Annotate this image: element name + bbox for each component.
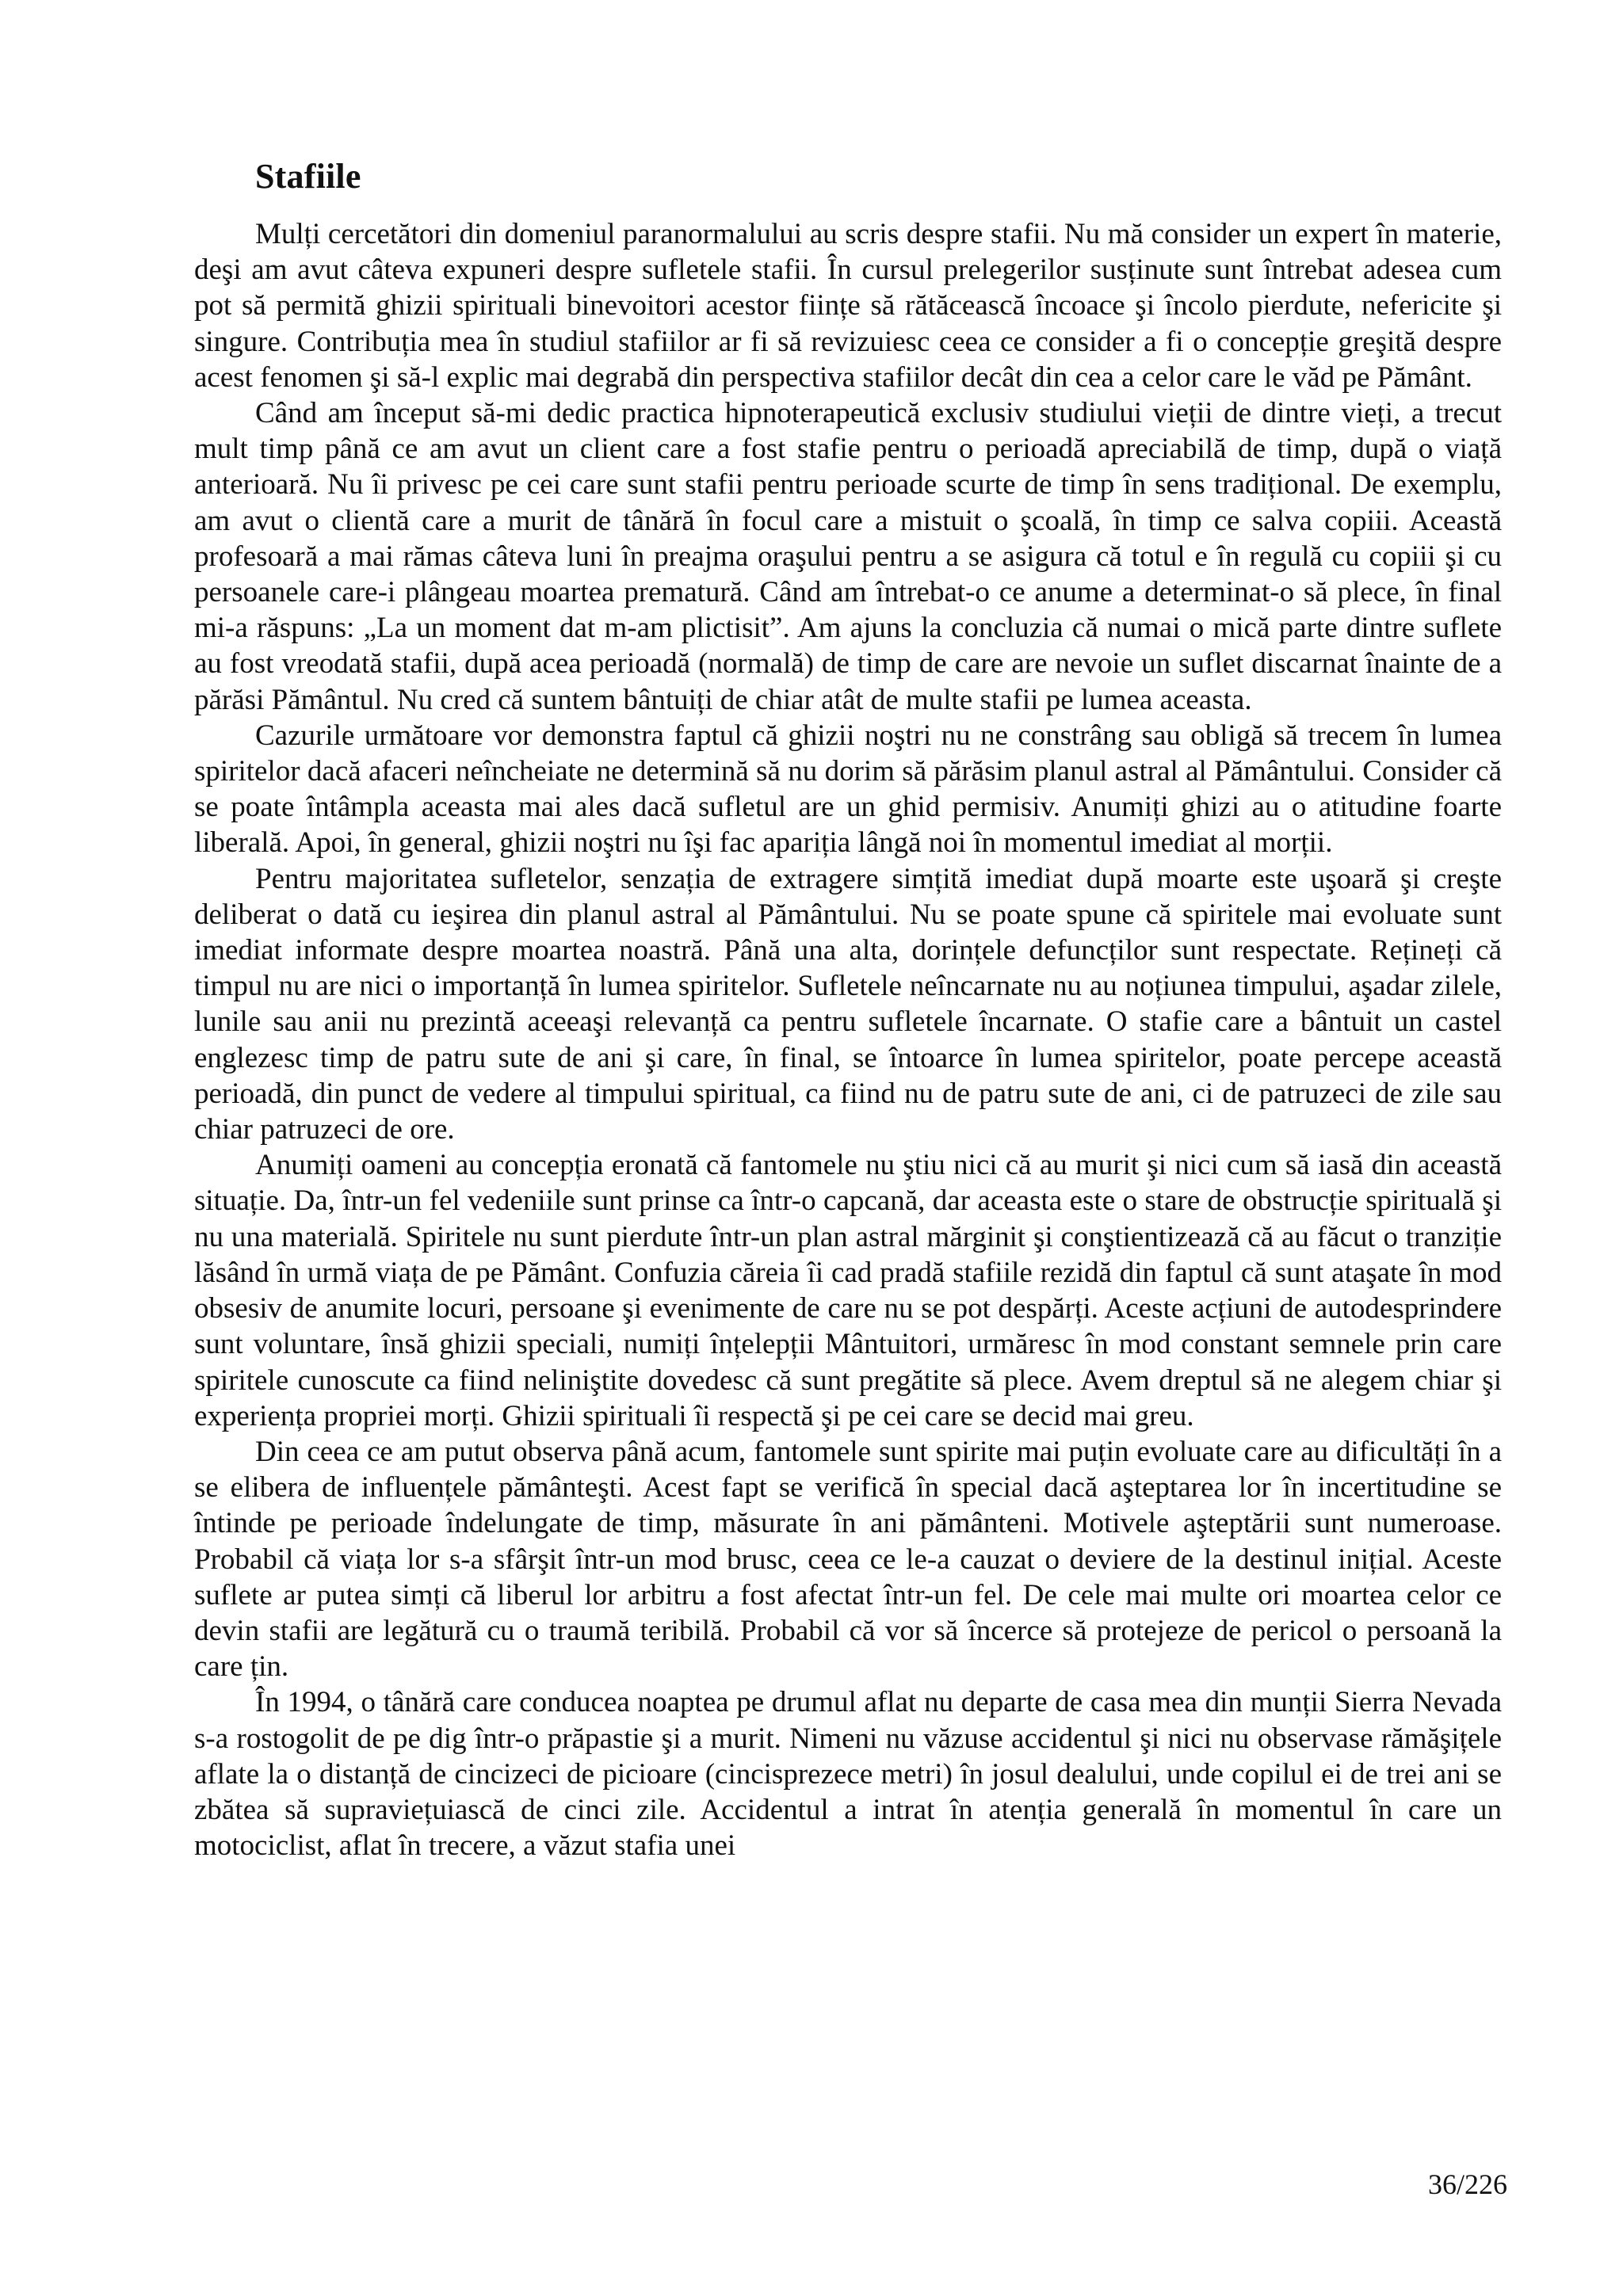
paragraph: În 1994, o tânără care conducea noaptea pe drumul aflat nu departe de casa mea din munții Sierra Nevada s-a rostogolit de pe dig într-o prăpastie şi a murit. Nimeni nu văzuse accidentul şi nici nu observase rămăşițele aflate la o distanță de cincizeci de picioare (cincisprezece metri) în josul dealului, unde copilul ei de trei ani se zbătea să supraviețuiască de cinci zile. Accidentul a intrat în atenția generală în momentul în care un motociclist, aflat în trecere, a văzut stafia unei [194,1686,1502,1863]
paragraph: Pentru majoritatea sufletelor, senzația de extragere simțită imediat după moarte este uşoară şi creşte deliberat o dată cu ieşirea din planul astral al Pământului. Nu se poate spune că spiritele mai evoluate sunt imediat informate despre moartea noastră. Până una alta, dorințele defuncților sunt respectate. Rețineți că timpul nu are nici o importanță în lumea spiritelor. Sufletele neîncarnate nu au noțiunea timpului, aşadar zilele, lunile sau anii nu prezintă aceeaşi relevanță ca pentru sufletele încarnate. O stafie care a bântuit un castel englezesc timp de patru sute de ani şi care, în final, se întoarce în lumea spiritelor, poate percepe această perioadă, din punct de vedere al timpului spiritual, ca fiind nu de patru sute de ani, ci de patruzeci de zile sau chiar patruzeci de ore. [194,862,1502,1146]
paragraph: Mulți cercetători din domeniul paranormalului au scris despre stafii. Nu mă consider un expert în materie, deşi am avut câteva expuneri despre sufletele stafii. În cursul prelegerilor susținute sunt întrebat adesea cum pot să permită ghizii spirituali binevoitori acestor ființe să rătăcească încoace şi încolo pierdute, nefericite şi singure. Contribuția mea în studiul stafiilor ar fi să revizuiesc ceea ce consider a fi o concepție greşită despre acest fenomen şi să-l explic mai degrabă din perspectiva stafiilor decât din cea a celor care le văd pe Pământ. [194,218,1502,394]
paragraph: Anumiți oameni au concepția eronată că fantomele nu ştiu nici că au murit şi nici cum să iasă din această situație. Da, într-un fel vedeniile sunt prinse ca într-o capcană, dar aceasta este o stare de obstrucție spirituală şi nu una materială. Spiritele nu sunt pierdute într-un plan astral mărginit şi conştientizează că au făcut o tranziție lăsând în urmă viața de pe Pământ. Confuzia căreia îi cad pradă stafiile rezidă din faptul că sunt ataşate în mod obsesiv de anumite locuri, persoane şi evenimente de care nu se pot despărți. Aceste acțiuni de autodesprindere sunt voluntare, însă ghizii speciali, numiți înțelepții Mântuitori, urmăresc în mod constant semnele prin care spiritele cunoscute ca fiind neliniştite dovedesc că sunt pregătite să plece. Avem dreptul să ne alegem chiar şi experiența propriei morți. Ghizii spirituali îi respectă şi pe cei care se decid mai greu. [194,1149,1502,1432]
section-title: Stafiile [255,157,361,196]
paragraph: Din ceea ce am putut observa până acum, fantomele sunt spirite mai puțin evoluate care au dificultăți în a se elibera de influențele pământeşti. Acest fapt se verifică în special dacă aşteptarea lor în incertitudine se întinde pe perioade îndelungate de timp, măsurate în ani pământeni. Motivele aşteptării sunt numeroase. Probabil că viața lor s-a sfârşit într-un mod brusc, ceea ce le-a cauzat o deviere de la destinul inițial. Aceste suflete ar putea simți că liberul lor arbitru a fost afectat într-un fel. De cele mai multe ori moartea celor ce devin stafii are legătură cu o traumă teribilă. Probabil că vor să încerce să protejeze de pericol o persoană la care țin. [194,1435,1502,1684]
paragraph: Când am început să-mi dedic practica hipnoterapeutică exclusiv studiului vieții de dintre vieți, a trecut mult timp până ce am avut un client care a fost stafie pentru o perioadă apreciabilă de timp, după o viață anterioară. Nu îi privesc pe cei care sunt stafii pentru perioade scurte de timp în sens tradițional. De exemplu, am avut o clientă care a murit de tânără în focul care a mistuit o şcoală, în timp ce salva copiii. Această profesoară a mai rămas câteva luni în preajma oraşului pentru a se asigura că totul e în regulă cu copiii şi cu persoanele care-i plângeau moartea prematură. Când am întrebat-o ce anume a determinat-o să plece, în final mi-a răspuns: „La un moment dat m-am plictisit”. Am ajuns la concluzia că numai o mică parte dintre suflete au fost vreodată stafii, după acea perioadă (normală) de timp de care are nevoie un suflet discarnat înainte de a părăsi Pământul. Nu cred că suntem bântuiți de chiar atât de multe stafii pe lumea aceasta. [194,397,1502,716]
body-text [194,216,1502,1863]
page-number: 36/226 [1427,2168,1507,2200]
paragraph: Cazurile următoare vor demonstra faptul că ghizii noştri nu ne constrâng sau obligă să trecem în lumea spiritelor dacă afaceri neîncheiate ne determină să nu dorim să părăsim planul astral al Pământului. Consider că se poate întâmpla aceasta mai ales dacă sufletul are un ghid permisiv. Anumiți ghizi au o atitudine foarte liberală. Apoi, în general, ghizii noştri nu îşi fac apariția lângă noi în momentul imediat al morții. [194,719,1502,860]
